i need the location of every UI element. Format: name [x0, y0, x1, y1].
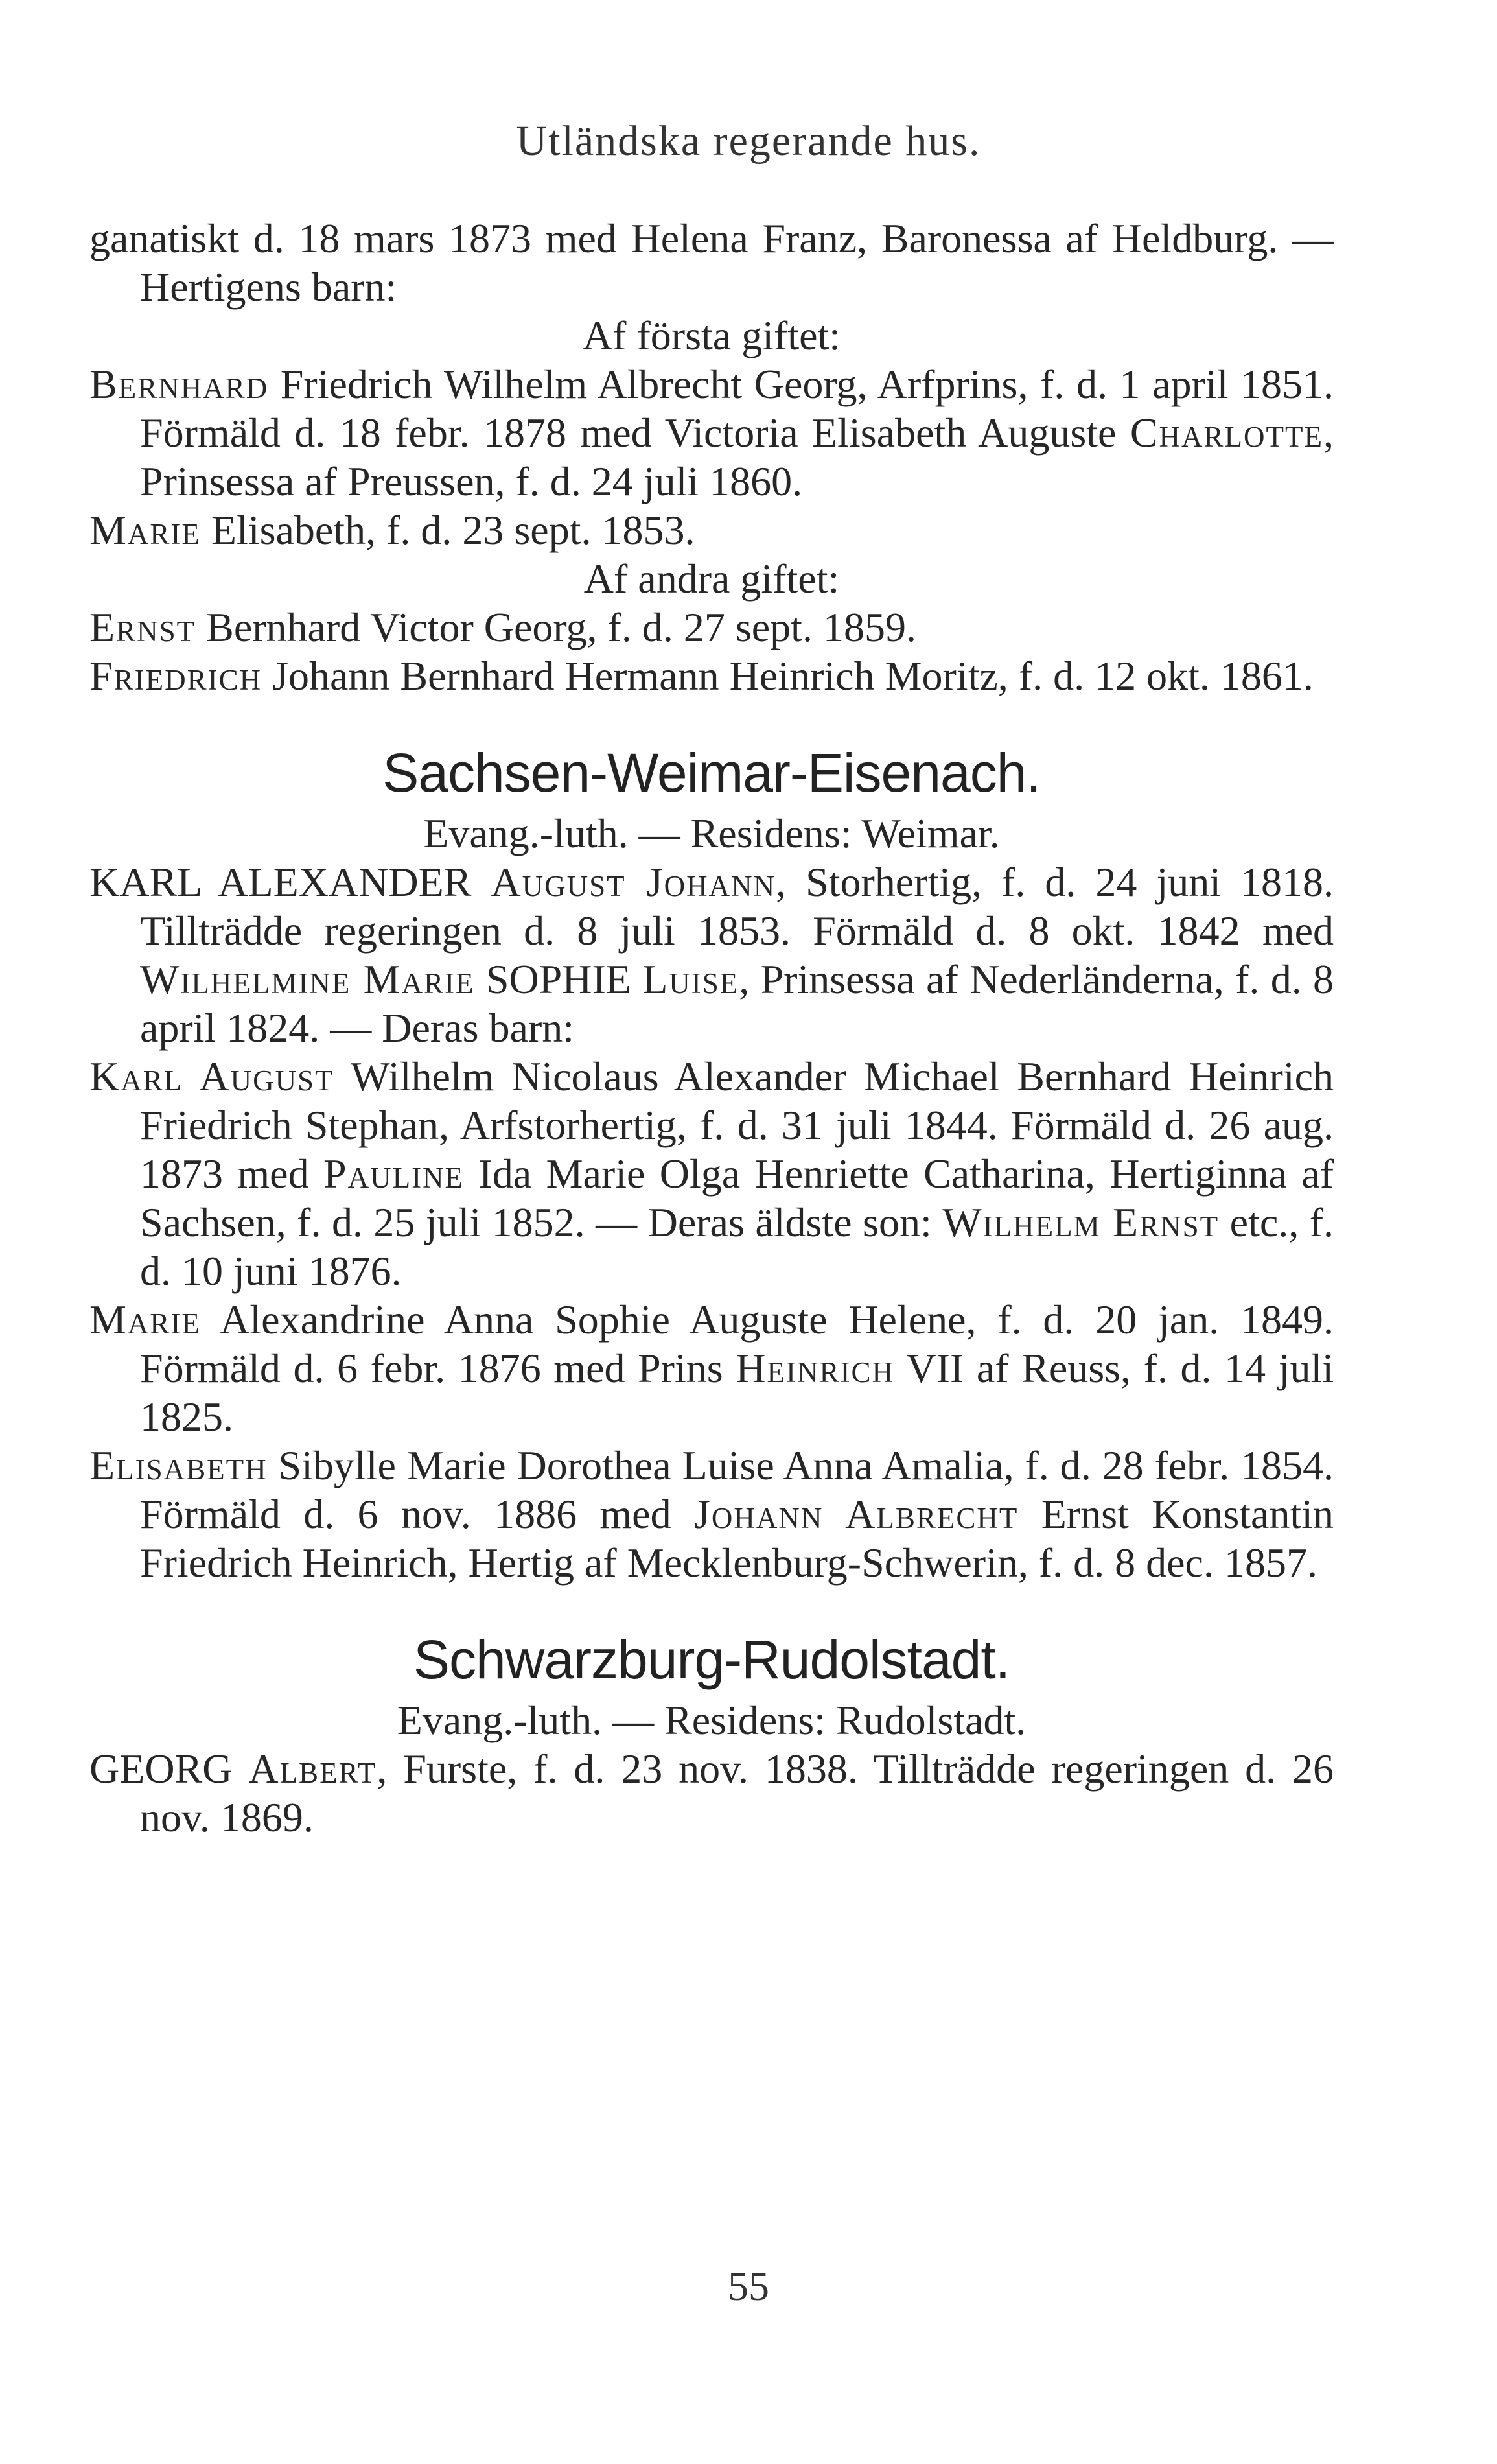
entry-text-2: , Prinsessa af Nederländerna, f. d. 8 april 1824. — Deras barn: [140, 956, 1334, 1051]
person-name: Karl August [89, 1053, 334, 1099]
son-name: Wilhelm Ernst [942, 1199, 1220, 1245]
section-title-weimar: Sachsen-Weimar-Eisenach. [382, 742, 1041, 803]
entry-text: Sibylle Marie Dorothea Luise Anna Amalia, f. d. 28 febr. 1854. Förmäld d. 6 nov. 1886 med [140, 1442, 1334, 1537]
entry-text: , Storhertig, f. d. 24 juni 1818. Tillträdde regeringen d. 8 juli 1853. Förmäld d. 8 okt. 1842 med [140, 859, 1334, 954]
spouse-name: Heinrich [736, 1345, 894, 1391]
entry-text: Friedrich Wilhelm Albrecht Georg, Arfprins, f. d. 1 april 1851. Förmäld d. 18 febr. 1878 med Victoria Elisabeth Auguste [140, 361, 1334, 456]
entry-text: Alexandrine Anna Sophie Auguste Helene, f. d. 20 jan. 1849. Förmäld d. 6 febr. 1876 med Prins [140, 1297, 1334, 1391]
entry-text: Bernhard Victor Georg, f. d. 27 sept. 1859. [206, 604, 916, 650]
person-name: Ernst [89, 604, 196, 650]
entry-karl-august [89, 1052, 1334, 1295]
entry-text: Wilhelm Nicolaus Alexander Michael Bernhard Heinrich Friedrich Stephan, Arfstorhertig, f. d. 31 juli 1844. Förmäld d. 26 aug. 1873 med [140, 1053, 1334, 1197]
spouse-name: Johann Albrecht [693, 1491, 1019, 1537]
running-head: Utländska regerande hus. [516, 117, 981, 165]
entry-georg [89, 1744, 1334, 1842]
entry-text-2: VII af Reuss, f. d. 14 juli 1825. [140, 1345, 1334, 1440]
entry-marie [89, 506, 1334, 554]
weimar-religion-residence: Evang.-luth. — Residens: Weimar. [423, 810, 1000, 856]
person-name: Elisabeth [89, 1442, 268, 1488]
entry-text: Johann Bernhard Hermann Heinrich Moritz, f. d. 12 okt. 1861. [272, 653, 1314, 699]
rudolstadt-religion-residence: Evang.-luth. — Residens: Rudolstadt. [397, 1697, 1027, 1743]
person-name: Marie [89, 1297, 201, 1343]
intro-paragraph: ganatiskt d. 18 mars 1873 med Helena Franz, Baronessa af Heldburg. — Hertigens barn: [89, 215, 1334, 310]
page-number: 55 [728, 2263, 769, 2309]
person-name: Marie [89, 507, 201, 553]
spouse-name: Pauline [323, 1151, 465, 1197]
entry-text-2: Ernst Konstantin Friedrich Heinrich, Hertig af Mecklenburg-Schwerin, f. d. 8 dec. 1857. [140, 1491, 1334, 1586]
section-title-rudolstadt: Schwarzburg-Rudolstadt. [413, 1629, 1010, 1690]
entry-text-2: , Prinsessa af Preussen, f. d. 24 juli 1860. [140, 410, 1334, 504]
ruler-name: KARL ALEXANDER [89, 859, 472, 905]
entry-text-2: Ida Marie Olga Henriette Catharina, Hertiginna af Sachsen, f. d. 25 juli 1852. — Deras äldste son: [140, 1151, 1334, 1245]
spouse-names: Wilhelmine Marie [140, 956, 475, 1002]
entry-text-3: etc., f. d. 10 juni 1876. [140, 1199, 1334, 1294]
subheading-second-marriage: Af andra giftet: [583, 556, 840, 602]
entry-friedrich [89, 651, 1334, 700]
entry-marie-alexandrine [89, 1295, 1334, 1441]
ruler-name: GEORG [89, 1746, 233, 1792]
entry-ernst [89, 603, 1334, 651]
entry-text: Elisabeth, f. d. 23 sept. 1853. [211, 507, 695, 553]
ruler-name-2: Albert [248, 1746, 377, 1792]
person-name: Bernhard [89, 361, 269, 407]
spouse-caps: SOPHIE [485, 956, 631, 1002]
spouse-luise: Luise [642, 956, 739, 1002]
entry-elisabeth [89, 1441, 1334, 1587]
subheading-first-marriage: Af första giftet: [582, 312, 841, 358]
ruler-names: August Johann [491, 859, 776, 905]
spouse-name: Charlotte [1130, 410, 1323, 456]
page-body [89, 214, 1334, 1842]
entry-text: , Furste, f. d. 23 nov. 1838. Tillträdde regeringen d. 26 nov. 1869. [140, 1746, 1334, 1840]
entry-bernhard [89, 360, 1334, 506]
entry-karl-alexander [89, 858, 1334, 1052]
person-name: Friedrich [89, 653, 262, 699]
